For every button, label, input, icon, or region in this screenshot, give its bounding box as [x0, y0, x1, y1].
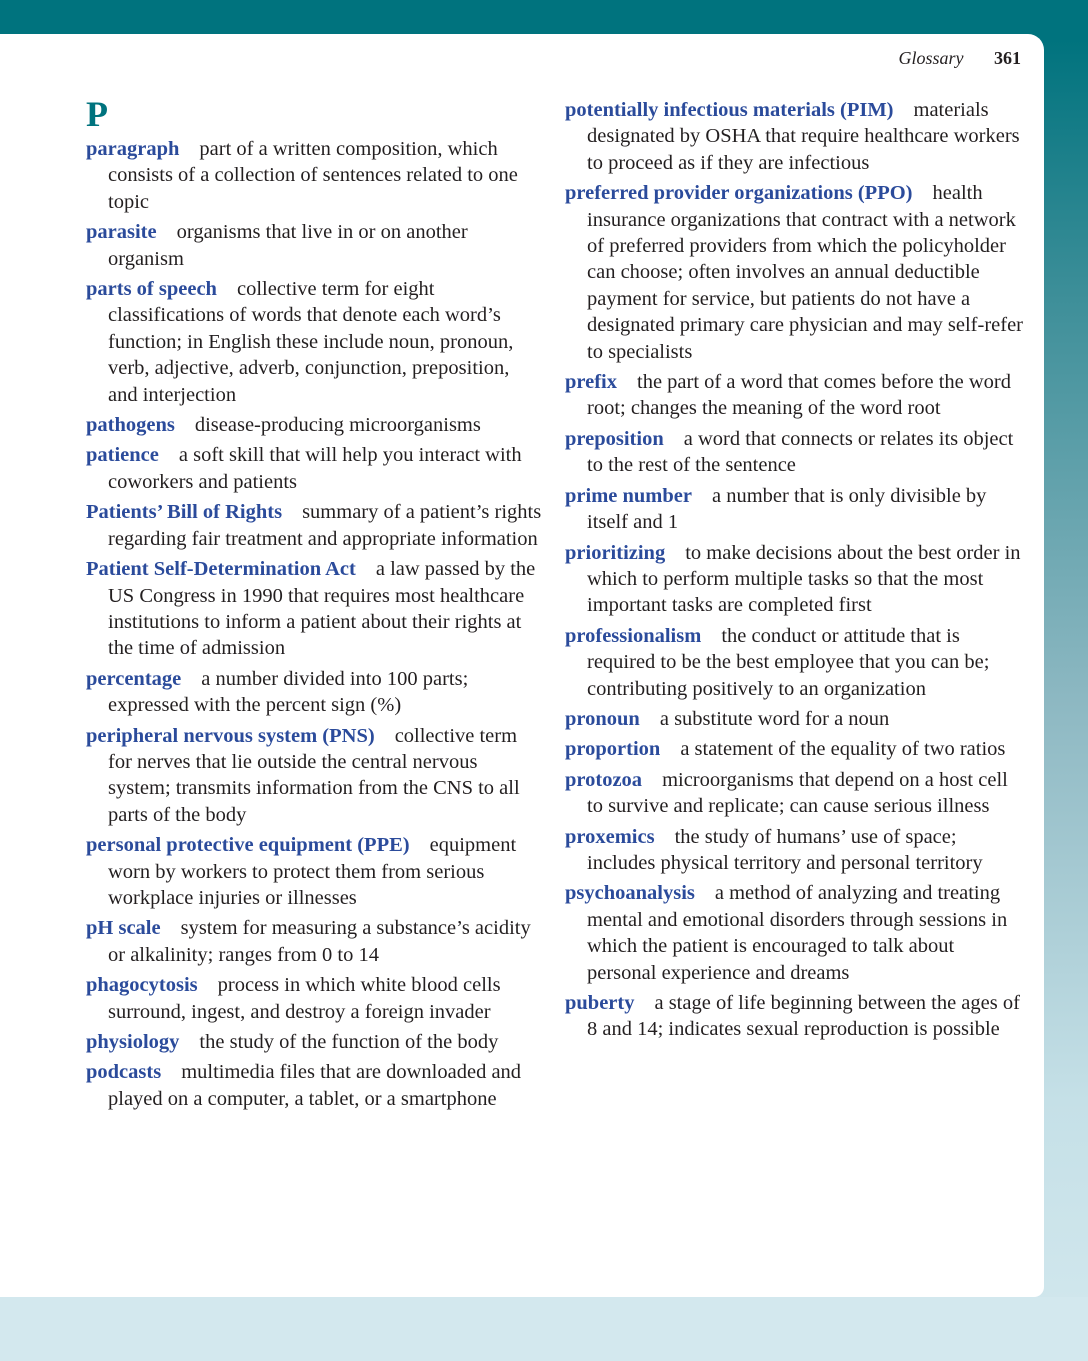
glossary-definition: the study of humans’ use of space; includes physical territory and personal territory	[587, 825, 983, 874]
glossary-entry	[565, 824, 1023, 877]
page-number: 361	[994, 48, 1021, 68]
glossary-term: peripheral nervous system (PNS)	[86, 724, 375, 747]
glossary-definition: microorganisms that depend on a host cell to survive and replicate; can cause serious illness	[587, 768, 1008, 818]
glossary-list-right	[565, 97, 1023, 1043]
glossary-term: professionalism	[565, 624, 702, 647]
glossary-definition: part of a written composition, which consists of a collection of sentences related to one topic	[108, 138, 518, 213]
glossary-definition: multimedia files that are downloaded and played on a computer, a tablet, or a smartphone	[108, 1061, 522, 1110]
glossary-entry	[565, 736, 1023, 762]
glossary-entry	[565, 369, 1023, 422]
glossary-definition: a soft skill that will help you interact with coworkers and patients	[108, 444, 522, 493]
glossary-term: preferred provider organizations (PPO)	[565, 182, 913, 205]
glossary-entry	[565, 483, 1023, 536]
glossary-term: preposition	[565, 427, 664, 450]
glossary-entry	[86, 276, 544, 408]
glossary-term: potentially infectious materials (PIM)	[565, 99, 894, 121]
glossary-definition: the study of the function of the body	[199, 1031, 499, 1053]
glossary-term: proxemics	[565, 825, 655, 848]
glossary-term: protozoa	[565, 768, 643, 791]
glossary-definition: summary of a patient’s rights regarding fair treatment and appropriate information	[108, 501, 542, 550]
glossary-entry	[86, 832, 544, 911]
glossary-term: parts of speech	[86, 278, 217, 301]
glossary-list-left	[86, 136, 544, 1112]
glossary-entry	[565, 706, 1023, 732]
glossary-entry	[86, 442, 544, 495]
glossary-definition: equipment worn by workers to protect them from serious workplace injuries or illnesses	[108, 834, 517, 909]
glossary-term: phagocytosis	[86, 974, 198, 997]
glossary-term: patience	[86, 444, 159, 467]
glossary-term: Patients’ Bill of Rights	[86, 501, 283, 524]
glossary-entry	[565, 426, 1023, 479]
glossary-term: podcasts	[86, 1061, 162, 1084]
glossary-definition: a number that is only divisible by itself and 1	[587, 484, 987, 534]
glossary-term: parasite	[86, 221, 157, 244]
glossary-term: pronoun	[565, 707, 640, 730]
glossary-term: percentage	[86, 667, 182, 690]
glossary-term: prime number	[565, 484, 692, 507]
glossary-definition: to make decisions about the best order in which to perform multiple tasks so that the most important tasks are completed first	[587, 541, 1021, 617]
glossary-entry	[86, 412, 544, 438]
top-band	[0, 0, 1088, 34]
glossary-definition: organisms that live in or on another organism	[108, 221, 468, 270]
glossary-entry	[86, 136, 544, 215]
glossary-definition: process in which white blood cells surround, ingest, and destroy a foreign invader	[108, 974, 501, 1023]
glossary-term: pathogens	[86, 414, 175, 437]
glossary-term: pH scale	[86, 917, 161, 940]
glossary-entry	[86, 915, 544, 968]
glossary-entry	[565, 623, 1023, 702]
glossary-definition: a statement of the equality of two ratios	[680, 738, 1006, 761]
glossary-entry	[86, 499, 544, 552]
glossary-term: personal protective equipment (PPE)	[86, 834, 410, 857]
glossary-definition: collective term for eight classifications of words that denote each word’s function; in English these include noun, pronoun, verb, adjective, adverb, conjunction, preposition, and interjection	[108, 278, 514, 406]
left-column	[86, 94, 544, 1116]
glossary-entry	[86, 723, 544, 829]
glossary-entry	[565, 540, 1023, 619]
glossary-term: psychoanalysis	[565, 882, 695, 905]
glossary-definition: health insurance organizations that contract with a network of preferred providers from which the policyholder can choose; often involves an annual deductible payment for service, but patients do not have a designated primary care physician and may self-refer to specialists	[587, 182, 1023, 363]
glossary-definition: a stage of life beginning between the ages of 8 and 14; indicates sexual reproduction is possible	[587, 992, 1020, 1041]
glossary-term: Patient Self-Determination Act	[86, 558, 356, 581]
right-column	[565, 97, 1023, 1047]
glossary-term: prefix	[565, 371, 618, 394]
glossary-entry	[86, 556, 544, 662]
glossary-definition: a law passed by the US Congress in 1990 that requires most healthcare institutions to inform a patient about their rights at the time of admission	[108, 558, 536, 660]
glossary-entry	[565, 180, 1023, 365]
glossary-entry	[565, 97, 1023, 176]
glossary-definition: collective term for nerves that lie outside the central nervous system; transmits information from the CNS to all parts of the body	[108, 724, 520, 826]
glossary-definition: the part of a word that comes before the word root; changes the meaning of the word root	[587, 371, 1012, 420]
glossary-entry	[565, 880, 1023, 986]
glossary-definition: a number divided into 100 parts; expressed with the percent sign (%)	[108, 667, 469, 717]
running-header	[898, 48, 1021, 69]
glossary-term: physiology	[86, 1031, 180, 1053]
glossary-definition: the conduct or attitude that is required to be the best employee that you can be; contributing positively to an organization	[587, 624, 990, 700]
bottom-band	[0, 1297, 1088, 1361]
glossary-definition: materials designated by OSHA that require healthcare workers to proceed as if they are infectious	[587, 99, 1020, 174]
glossary-definition: disease-producing microorganisms	[194, 414, 481, 437]
glossary-definition: a method of analyzing and treating mental and emotional disorders through sessions in which the patient is encouraged to talk about personal experience and dreams	[587, 882, 1008, 984]
letter-heading: P	[86, 94, 108, 134]
glossary-entry	[86, 219, 544, 272]
section-title: Glossary	[898, 48, 964, 68]
glossary-term: prioritizing	[565, 541, 666, 564]
glossary-term: paragraph	[86, 138, 180, 160]
glossary-entry	[86, 666, 544, 719]
glossary-term: proportion	[565, 738, 661, 761]
glossary-entry	[86, 1059, 544, 1112]
glossary-entry	[565, 767, 1023, 820]
glossary-entry	[86, 1029, 544, 1055]
glossary-definition: a word that connects or relates its object to the rest of the sentence	[587, 427, 1014, 477]
glossary-entry	[86, 972, 544, 1025]
glossary-term: puberty	[565, 992, 635, 1014]
glossary-entry	[565, 990, 1023, 1043]
glossary-definition: a substitute word for a noun	[659, 707, 890, 730]
glossary-definition: system for measuring a substance’s acidity or alkalinity; ranges from 0 to 14	[108, 917, 531, 966]
